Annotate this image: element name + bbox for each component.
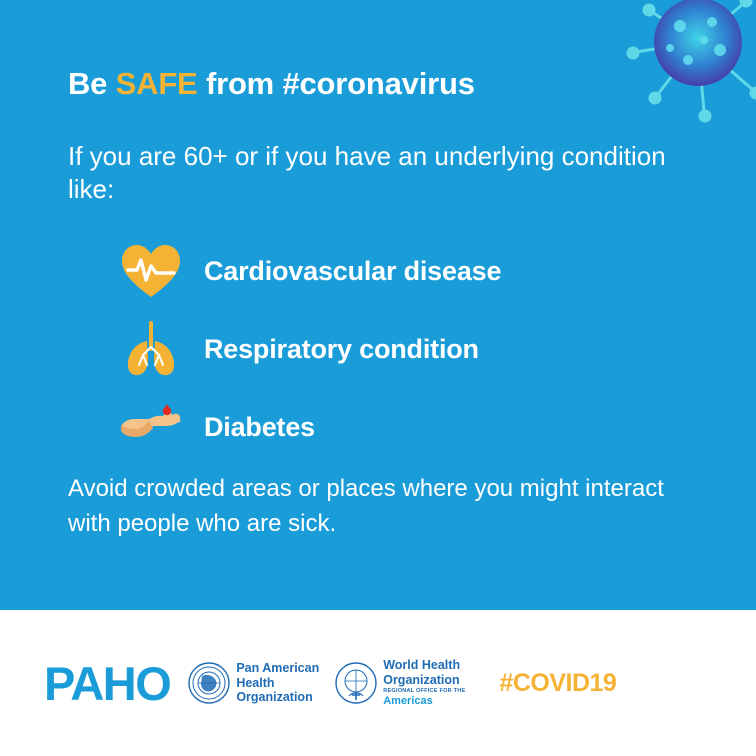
paho-logo: [188, 661, 319, 705]
list-item: [112, 232, 672, 310]
campaign-hashtag: #COVID19: [499, 668, 617, 697]
intro-text: If you are 60+ or if you have an underlying condition like:: [68, 141, 666, 205]
who-name-line1: World Health: [383, 657, 461, 672]
who-name-line2: Organization: [383, 672, 460, 687]
list-item: [112, 310, 672, 388]
who-seal-icon: [335, 662, 377, 704]
headline-prefix: Be: [68, 66, 116, 101]
conditions-list: [112, 232, 672, 466]
paho-name: [236, 661, 319, 705]
lungs-icon: [112, 319, 190, 379]
paho-seal-icon: [188, 662, 230, 704]
advice-text: Avoid crowded areas or places where you might interact with people who are sick.: [68, 475, 664, 537]
coronavirus-illustration: [608, 0, 756, 142]
paho-name-line1: Pan American: [236, 660, 320, 675]
paho-name-line3: Organization: [236, 690, 313, 705]
footer-bar: [0, 610, 756, 756]
paho-wordmark: PAHO: [44, 656, 171, 710]
who-subtitle: REGIONAL OFFICE FOR THE: [383, 688, 466, 695]
heart-pulse-icon: [112, 242, 190, 300]
who-region: Americas: [383, 695, 433, 708]
list-item-label: Diabetes: [204, 411, 315, 442]
page-title: [68, 66, 475, 102]
list-item-label: Respiratory condition: [204, 333, 479, 364]
finger-blood-drop-icon: [112, 403, 190, 451]
list-item-label: Cardiovascular disease: [204, 255, 502, 286]
headline-highlight: SAFE: [115, 66, 198, 101]
headline-suffix: from #coronavirus: [197, 66, 475, 101]
list-item: [112, 388, 672, 466]
who-logo: [335, 658, 465, 708]
paho-name-line2: Health: [236, 675, 275, 690]
who-name: [383, 658, 465, 708]
